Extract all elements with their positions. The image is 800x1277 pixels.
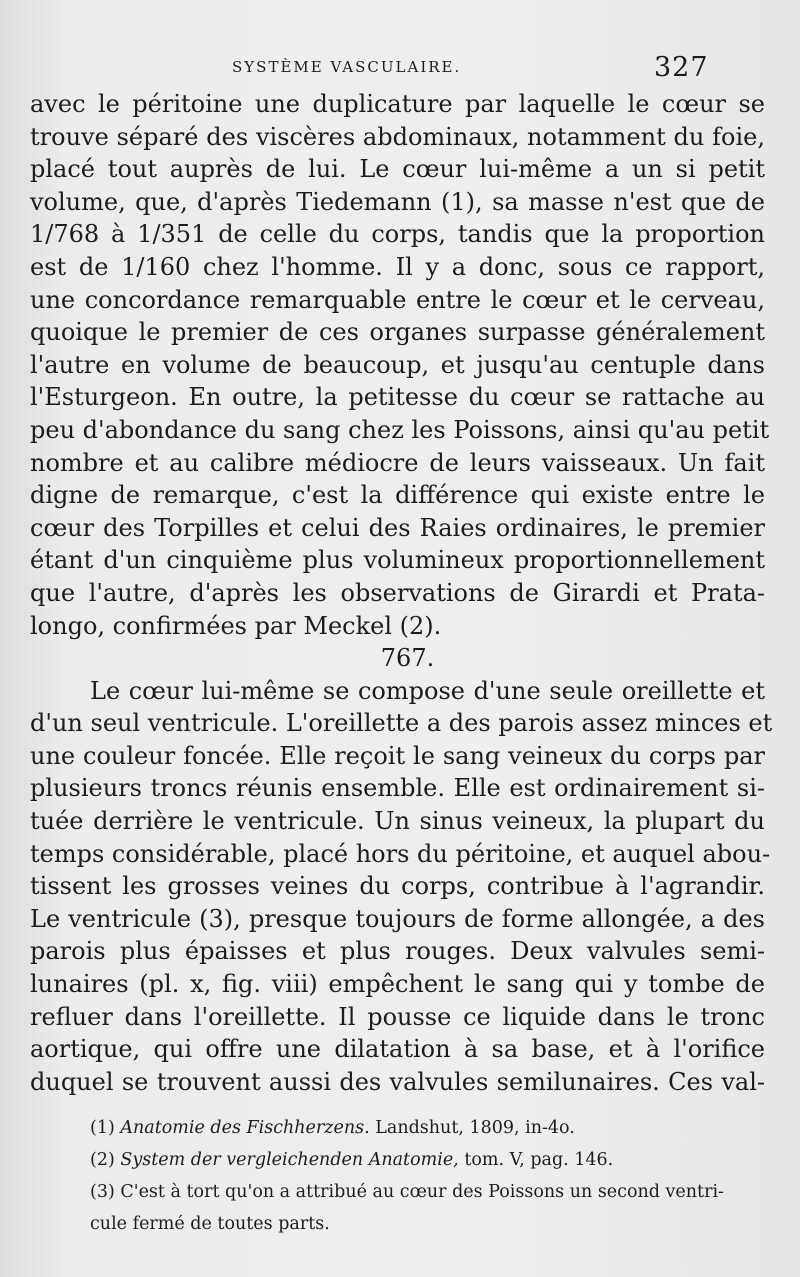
section-number: 767. (380, 644, 435, 673)
text-line: nombre et au calibre médiocre de leurs vaisseaux. Un fait (30, 448, 765, 477)
text-line: une concordance remarquable entre le cœur et le cerveau, (30, 285, 765, 314)
text-line: longo, confirmées par Meckel (2). (30, 611, 442, 640)
paragraph-1 (30, 88, 770, 642)
text-line: une couleur foncée. Elle reçoit le sang veineux du corps par (30, 741, 765, 770)
footnote-text: tom. V, pag. 146. (464, 1150, 614, 1170)
text-line: est de 1/160 chez l'homme. Il y a donc, sous ce rapport, (30, 252, 765, 281)
body-text (30, 88, 773, 1098)
text-line: parois plus épaisses et plus rouges. Deux valvules semi- (30, 937, 765, 966)
footnote-text: C'est à tort qu'on a attribué au cœur des Poissons un second ventri- (120, 1182, 724, 1202)
text-line: l'Esturgeon. En outre, la petitesse du cœur se rattache au (30, 383, 765, 412)
text-line: plusieurs troncs réunis ensemble. Elle est ordinairement si- (30, 774, 765, 803)
text-line: digne de remarque, c'est la différence qui existe entre le (30, 481, 765, 510)
footnote-3-continuation: cule fermé de toutes parts. (90, 1214, 330, 1234)
footnote-title: System der vergleichenden Anatomie, (120, 1150, 459, 1170)
running-title: SYSTÈME VASCULAIRE. (232, 58, 462, 76)
footnote-title: Anatomie des Fischherzens. (120, 1118, 370, 1138)
text-line: placé tout auprès de lui. Le cœur lui-même a un si petit (30, 155, 765, 184)
footnote-text: Landshut, 1809, in-4o. (375, 1118, 575, 1138)
footnote-marker: (1) (90, 1118, 115, 1138)
text-line: cœur des Torpilles et celui des Raies ordinaires, le premier (30, 513, 765, 542)
text-line: aortique, qui offre une dilatation à sa base, et à l'orifice (30, 1035, 765, 1064)
text-line: d'un seul ventricule. L'oreillette a des parois assez minces et (30, 709, 773, 738)
footnote-1 (90, 1112, 770, 1144)
text-line: tissent les grosses veines du corps, contribue à l'agrandir. (30, 872, 765, 901)
footnote-2 (90, 1144, 770, 1176)
text-line: que l'autre, d'après les observations de Girardi et Prata- (30, 578, 765, 607)
text-line: 1/768 à 1/351 de celle du corps, tandis que la proportion (30, 220, 765, 249)
text-line: avec le péritoine une duplicature par laquelle le cœur se (30, 90, 765, 118)
footnote-3 (90, 1176, 770, 1208)
text-line: peu d'abondance du sang chez les Poissons, ainsi qu'au petit (30, 415, 770, 444)
text-line: l'autre en volume de beaucoup, et jusqu'au centuple dans (30, 350, 765, 379)
footnote-marker: (3) (90, 1182, 115, 1202)
text-line: duquel se trouvent aussi des valvules semilunaires. Ces val- (30, 1067, 765, 1096)
text-line: Le cœur lui-même se compose d'une seule oreillette et (90, 676, 765, 705)
text-line: refluer dans l'oreillette. Il pousse ce liquide dans le tronc (30, 1002, 765, 1031)
text-line: tuée derrière le ventricule. Un sinus veineux, la plupart du (30, 807, 765, 836)
page-header (0, 52, 800, 92)
page-number: 327 (654, 52, 709, 83)
footnotes (90, 1112, 770, 1240)
text-line: volume, que, d'après Tiedemann (1), sa masse n'est que de (30, 187, 765, 216)
text-line: quoique le premier de ces organes surpasse généralement (30, 318, 765, 347)
text-line: étant d'un cinquième plus volumineux proportionnellement (30, 546, 765, 575)
paragraph-2 (30, 675, 773, 1099)
text-line: temps considérable, placé hors du péritoine, et auquel abou- (30, 839, 771, 868)
text-line: trouve séparé des viscères abdominaux, notamment du foie, (30, 122, 765, 151)
footnote-marker: (2) (90, 1150, 115, 1170)
text-line: lunaires (pl. x, fig. viii) empêchent le sang qui y tombe de (30, 970, 765, 999)
text-line: Le ventricule (3), presque toujours de forme allongée, a des (30, 904, 765, 933)
